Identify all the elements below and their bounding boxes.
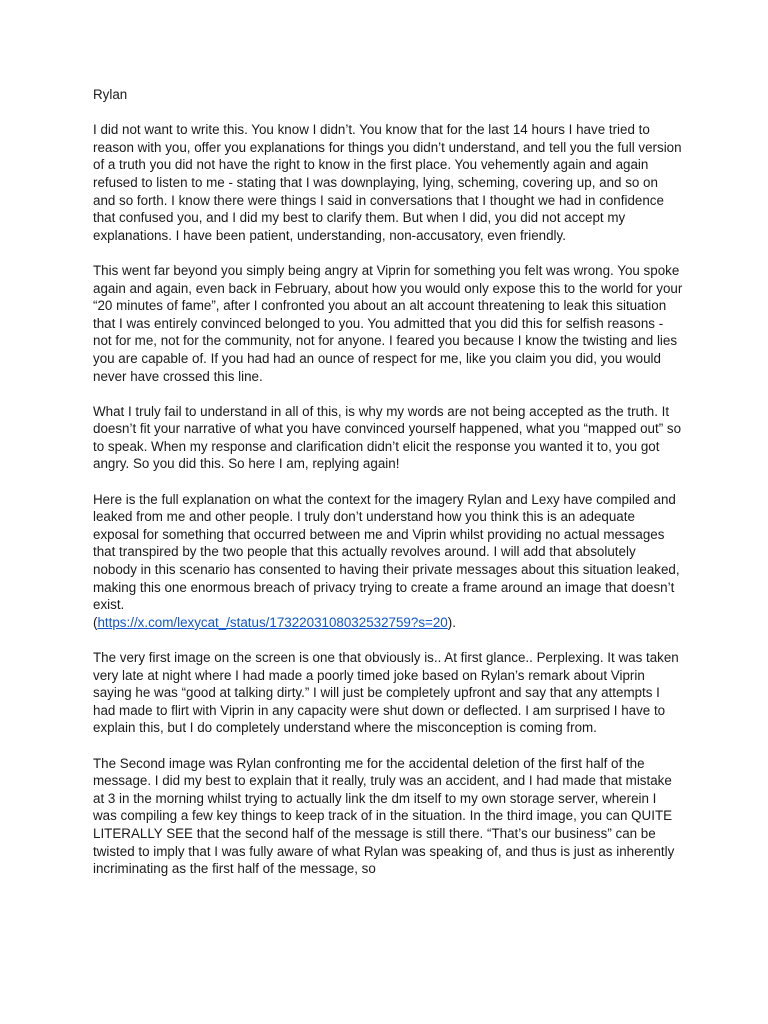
link-open-paren: ( [93, 614, 98, 630]
link-close-paren: ). [447, 614, 456, 630]
paragraph-4 [93, 491, 683, 632]
document-heading: Rylan [93, 87, 128, 102]
paragraph-1: I did not want to write this. You know I didn’t. You know that for the last 14 hours I have tried to reason with you, offer you explanations for things you didn’t understand, and tell you the full version of a truth you did not have the right to know in the first place. You vehemently again and again refused to listen to me - stating that I was downplaying, lying, scheming, covering up, and so on and so forth. I know there were things I said in conversations that I thought we had in confidence that confused you, and I did my best to clarify them. But when I did, you did not accept my explanations. I have been patient, understanding, non-accusatory, even friendly. [93, 122, 682, 243]
status-link[interactable]: https://x.com/lexycat_/status/1732203108032532759?s=20 [97, 614, 448, 630]
paragraph-3: What I truly fail to understand in all of this, is why my words are not being accepted as the truth. It doesn’t fit your narrative of what you have convinced yourself happened, what you “mapped out” so to speak. When my response and clarification didn’t elicit the response you wanted it to, you got angry. So you did this. So here I am, replying again! [93, 403, 682, 472]
paragraph-2: This went far beyond you simply being angry at Viprin for something you felt was wrong. You spoke again and again, even back in February, about how you would only expose this to the world for your “20 minutes of fame”, after I confronted you about an alt account threatening to leak this situation that I was entirely convinced belonged to you. You admitted that you did this for selfish reasons - not for me, not for the community, not for anyone. I feared you because I know the twisting and lies you are capable of. If you had had an ounce of respect for me, like you claim you did, you would never have crossed this line. [93, 262, 683, 384]
paragraph-5: The very first image on the screen is one that obviously is.. At first glance.. Perplexing. It was taken very late at night where I had made a poorly timed joke based on Rylan’s remark about Viprin saying he was “good at talking dirty.” I will just be completely upfront and say that any attempts I had made to flirt with Viprin in any capacity were shut down or deflected. I am surprised I have to explain this, but I do completely understand where the misconception is coming from. [93, 650, 679, 736]
paragraph-4-text: Here is the full explanation on what the context for the imagery Rylan and Lexy have compiled and leaked from me and other people. I truly don’t understand how you think this is an adequate exposal for something that occurred between me and Viprin whilst providing no actual messages that transpired by the two people that this actually revolves around. I will add that absolutely nobody in this scenario has consented to having their private messages about this situation leaked, making this one enormous breach of privacy trying to create a frame around an image that doesn’t exist. [93, 491, 680, 613]
paragraph-6: The Second image was Rylan confronting me for the accidental deletion of the first half of the message. I did my best to explain that it really, truly was an accident, and I had made that mistake at 3 in the morning whilst trying to actually link the dm itself to my own storage server, wherein I was compiling a few key things to keep track of in the situation. In the third image, you can QUITE LITERALLY SEE that the second half of the message is still there. “That’s our business” can be twisted to imply that I was fully aware of what Rylan was speaking of, and thus is just as inherently incriminating as the first half of the message, so [93, 755, 675, 877]
document-page [93, 86, 683, 895]
